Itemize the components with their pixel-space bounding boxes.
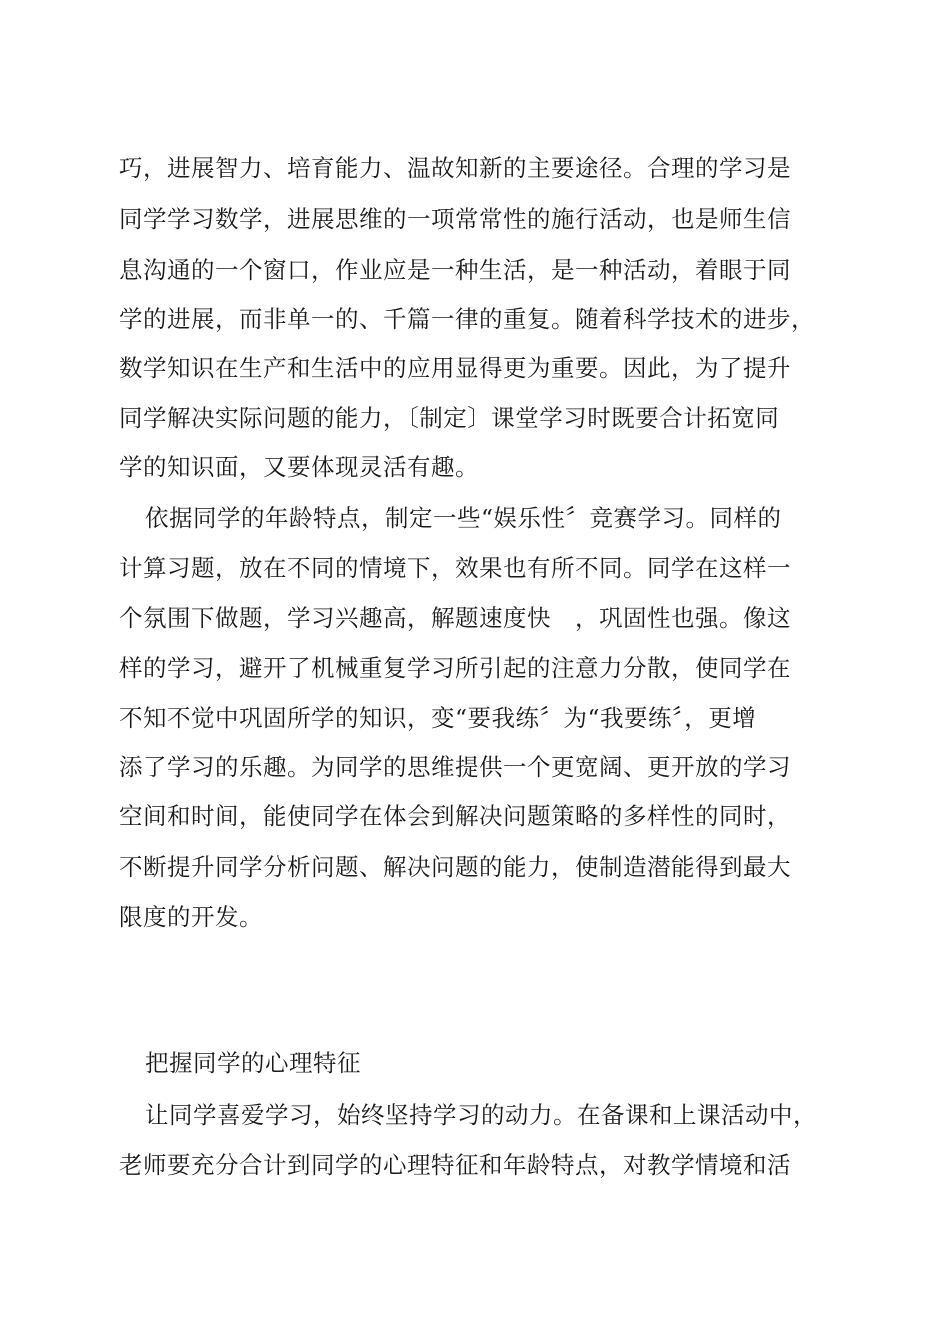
text-line: 不断提升同学分析问题、解决问题的能力，使制造潜能得到最大 bbox=[119, 853, 791, 881]
text-line: 同学解决实际问题的能力，〔制定〕课堂学习时既要合计拓宽同 bbox=[119, 404, 780, 432]
text-line: 学的知识面，又要体现灵活有趣。 bbox=[119, 453, 479, 481]
text-line: 依据同学的年龄特点，制定一些“娱乐性〞竞赛学习。同样的 bbox=[145, 504, 782, 532]
text-line: 计算习题，放在不同的情境下，效果也有所不同。同学在这样一 bbox=[119, 554, 791, 582]
text-line: 同学学习数学，进展思维的一项常常性的施行活动，也是师生信 bbox=[119, 205, 791, 233]
text-line: 让同学喜爱学习，始终坚持学习的动力。在备课和上课活动中， bbox=[145, 1101, 817, 1129]
text-line: 息沟通的一个窗口，作业应是一种生活，是一种活动，着眼于同 bbox=[119, 256, 791, 284]
text-line: 添了学习的乐趣。为同学的思维提供一个更宽阔、更开放的学习 bbox=[119, 753, 791, 781]
text-line: 不知不觉中巩固所学的知识，变“要我练〞为“我要练〞，更增 bbox=[119, 704, 757, 732]
text-line: 数学知识在生产和生活中的应用显得更为重要。因此，为了提升 bbox=[119, 354, 791, 382]
text-line: 老师要充分合计到同学的心理特征和年龄特点，对教学情境和活 bbox=[119, 1151, 791, 1179]
text-line: 个氛围下做题，学习兴趣高，解题速度快 ，巩固性也强。像这 bbox=[119, 604, 791, 632]
text-line: 巧，进展智力、培育能力、温故知新的主要途径。合理的学习是 bbox=[119, 154, 791, 182]
text-line: 空间和时间，能使同学在体会到解决问题策略的多样性的同时， bbox=[119, 802, 791, 830]
text-line: 限度的开发。 bbox=[119, 903, 263, 931]
section-heading: 把握同学的心理特征 bbox=[145, 1049, 361, 1077]
text-line: 样的学习，避开了机械重复学习所引起的注意力分散，使同学在 bbox=[119, 654, 791, 682]
text-line: 学的进展，而非单一的、千篇一律的重复。随着科学技术的进步， bbox=[119, 305, 815, 333]
